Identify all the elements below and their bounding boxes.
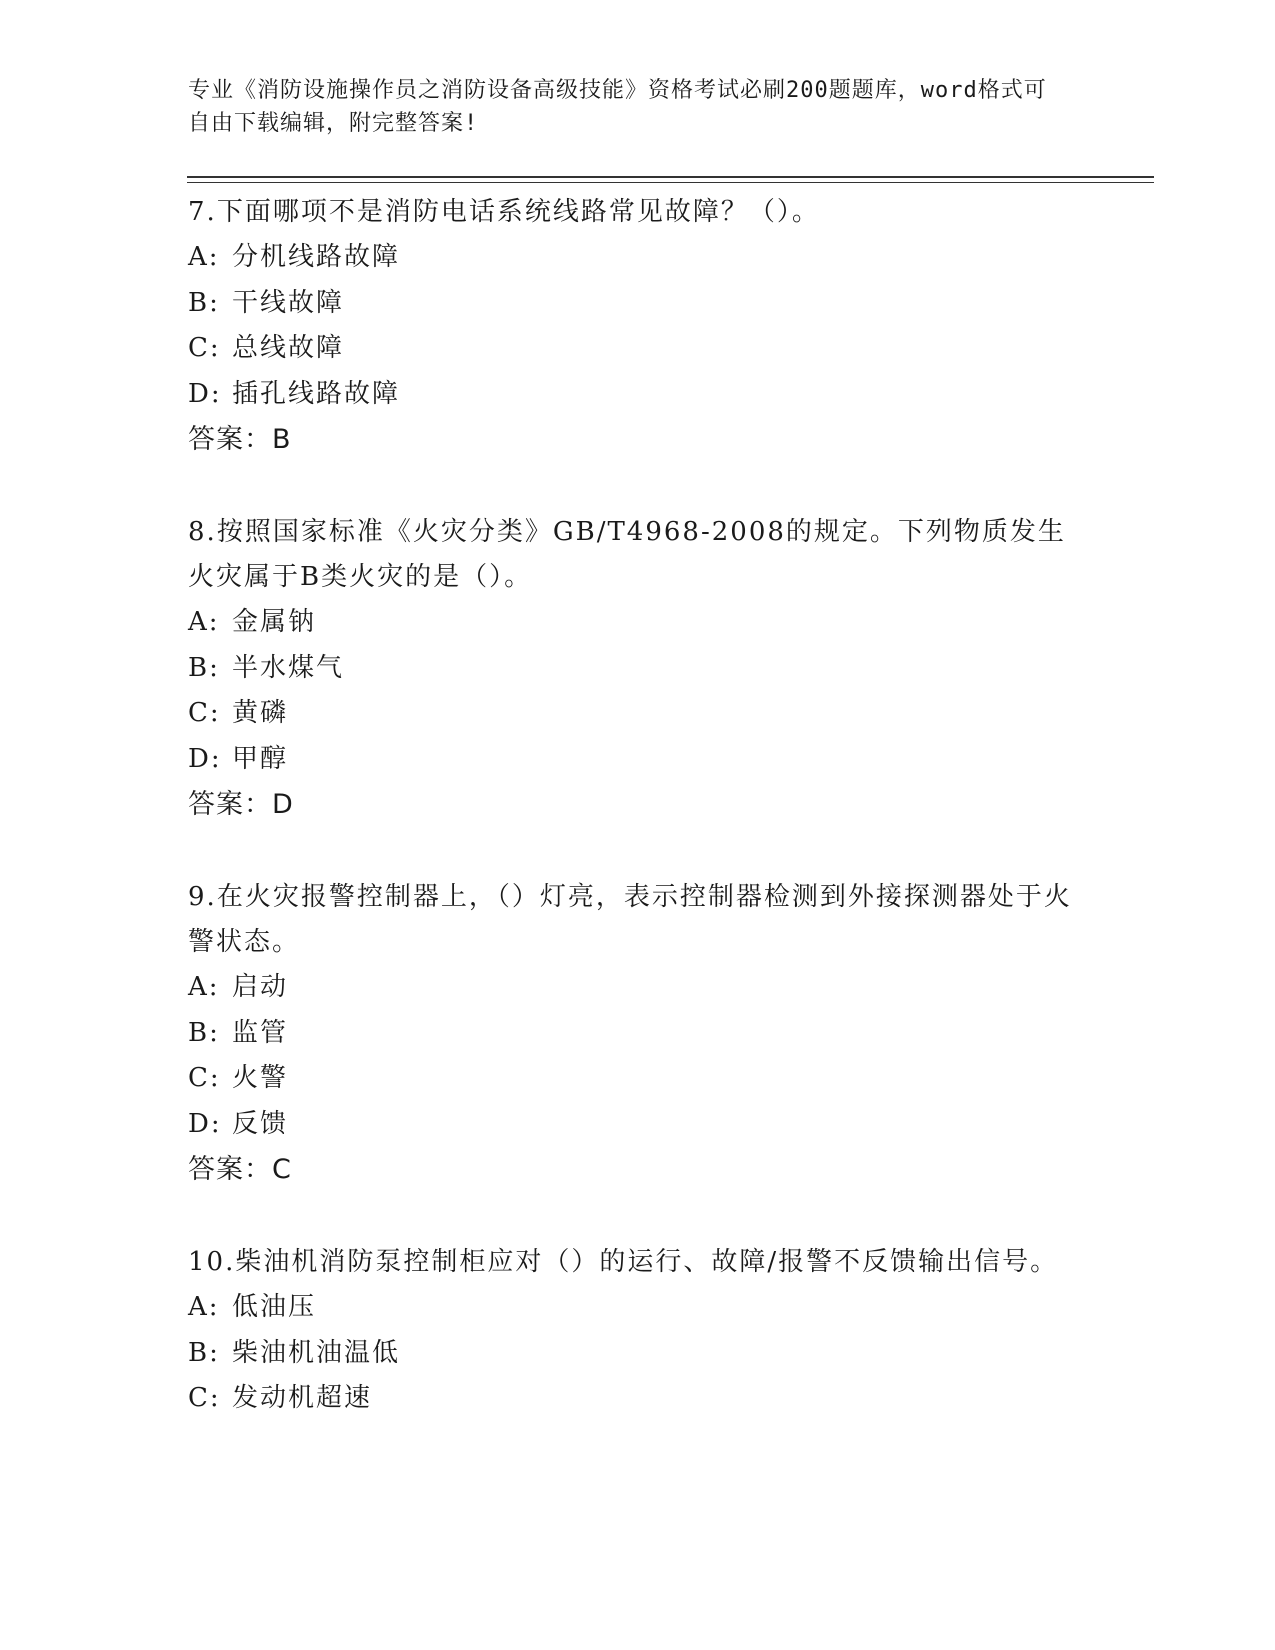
option-letter: D: <box>188 1108 222 1139</box>
option-text: 启动 <box>232 972 289 1002</box>
option-d <box>188 1102 1088 1148</box>
option-b <box>188 281 1088 327</box>
answer-value: B <box>272 424 292 455</box>
option-b <box>188 1331 1088 1377</box>
question-number: 8. <box>188 517 217 547</box>
option-a <box>188 600 1088 646</box>
question-stem <box>188 875 1088 965</box>
option-text: 监管 <box>232 1017 289 1048</box>
question-text: 柴油机消防泵控制柜应对（）的运行、故障/报警不反馈输出信号。 <box>235 1247 1059 1277</box>
option-a <box>188 235 1088 281</box>
question-7 <box>188 190 1088 463</box>
answer-label: 答案： <box>188 1154 272 1185</box>
option-d <box>188 737 1088 783</box>
option-text: 分机线路故障 <box>232 242 401 272</box>
question-number: 10. <box>188 1247 236 1277</box>
question-number: 9. <box>188 882 217 912</box>
option-b <box>188 646 1088 692</box>
option-text: 黄磷 <box>232 698 289 728</box>
option-letter: A: <box>188 607 220 637</box>
option-letter: C: <box>188 1063 221 1093</box>
option-text: 发动机超速 <box>232 1383 373 1413</box>
option-text: 半水煤气 <box>232 652 345 683</box>
option-letter: C: <box>188 1383 221 1413</box>
option-letter: A: <box>188 972 220 1002</box>
option-letter: C: <box>188 333 221 363</box>
answer-line <box>188 782 1088 828</box>
option-letter: A: <box>188 1292 220 1322</box>
option-letter: C: <box>188 698 221 728</box>
question-10 <box>188 1240 1088 1422</box>
option-text: 反馈 <box>232 1108 289 1139</box>
option-d <box>188 372 1088 418</box>
answer-line <box>188 1147 1088 1193</box>
option-letter: D: <box>188 743 222 774</box>
document-intro: 专业《消防设施操作员之消防设备高级技能》资格考试必刷200题题库，word格式可自由下载编辑，附完整答案! <box>188 78 1047 136</box>
header-divider-thick <box>187 176 1154 178</box>
question-list <box>188 190 1088 1469</box>
header-divider-thin <box>187 182 1154 183</box>
option-a <box>188 1285 1088 1331</box>
question-stem <box>188 510 1088 600</box>
answer-value: C <box>272 1154 292 1185</box>
question-8 <box>188 510 1088 828</box>
option-a <box>188 965 1088 1011</box>
question-stem <box>188 1240 1088 1285</box>
option-text: 甲醇 <box>232 743 289 774</box>
option-text: 柴油机油温低 <box>232 1337 401 1368</box>
question-number: 7. <box>188 197 217 227</box>
option-c <box>188 1376 1088 1422</box>
question-text: 按照国家标准《火灾分类》GB/T4968-2008的规定。下列物质发生火灾属于B类火灾的是（）。 <box>188 517 1066 592</box>
option-text: 火警 <box>232 1063 289 1093</box>
option-letter: A: <box>188 242 220 272</box>
option-letter: B: <box>188 652 220 683</box>
answer-value: D <box>272 789 294 820</box>
option-b <box>188 1011 1088 1057</box>
answer-label: 答案： <box>188 424 272 455</box>
option-c <box>188 691 1088 737</box>
option-text: 总线故障 <box>232 333 345 363</box>
option-text: 干线故障 <box>232 287 345 318</box>
question-9 <box>188 875 1088 1193</box>
option-letter: B: <box>188 1017 220 1048</box>
answer-line <box>188 417 1088 463</box>
question-text: 在火灾报警控制器上，（）灯亮，表示控制器检测到外接探测器处于火警状态。 <box>188 882 1072 957</box>
option-text: 低油压 <box>232 1292 317 1322</box>
question-text: 下面哪项不是消防电话系统线路常见故障？（）。 <box>216 197 820 227</box>
option-c <box>188 326 1088 372</box>
option-text: 金属钠 <box>232 607 317 637</box>
answer-label: 答案： <box>188 789 272 820</box>
option-letter: B: <box>188 287 220 318</box>
option-letter: B: <box>188 1337 220 1368</box>
question-stem <box>188 190 1088 235</box>
option-letter: D: <box>188 378 222 409</box>
option-text: 插孔线路故障 <box>232 378 401 409</box>
option-c <box>188 1056 1088 1102</box>
